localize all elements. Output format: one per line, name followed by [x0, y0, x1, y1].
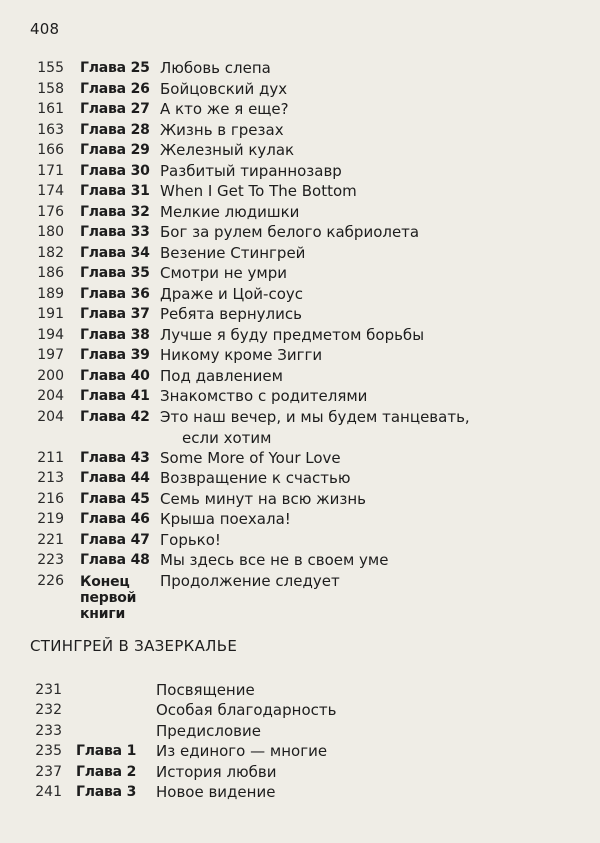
- entry-page-number: 211: [37, 449, 64, 466]
- toc-entry: [0, 325, 600, 346]
- entry-chapter-label: Глава 36: [80, 285, 150, 302]
- entry-page-number: 163: [37, 121, 64, 138]
- entry-title: Горько!: [160, 530, 221, 549]
- entry-title: Знакомство с родителями: [160, 387, 368, 405]
- toc-entry: [0, 489, 600, 510]
- toc-entry: [0, 468, 600, 489]
- entry-title: Крыша поехала!: [160, 510, 291, 528]
- entry-page-number: 197: [37, 347, 64, 363]
- toc-entry: [0, 304, 600, 325]
- entry-chapter-label: Глава 38: [80, 326, 150, 343]
- entry-page-number: 182: [37, 244, 64, 261]
- entry-page-number: 226: [37, 572, 64, 589]
- entry-chapter-label: Глава 40: [80, 367, 150, 384]
- entry-page-number: 204: [37, 388, 64, 404]
- entry-page-number: 186: [37, 265, 64, 281]
- toc-entry: [0, 700, 600, 721]
- entry-title: Продолжение следует: [160, 571, 340, 590]
- entry-chapter-label: Глава 33: [80, 224, 150, 240]
- entry-title: Лучше я буду предметом борьбы: [160, 325, 425, 344]
- entry-chapter-label: Глава 35: [80, 265, 150, 281]
- toc-entry: [0, 202, 600, 223]
- entry-chapter-label: Глава 29: [80, 142, 150, 158]
- section-heading: СТИНГРЕЙ В ЗАЗЕРКАЛЬЕ: [30, 637, 238, 655]
- toc-entry: [0, 284, 600, 305]
- entry-page-number: 174: [37, 183, 64, 199]
- entry-page-number: 241: [35, 784, 62, 800]
- entry-chapter-label: Глава 44: [80, 470, 150, 486]
- entry-title: Семь минут на всю жизнь: [160, 489, 367, 508]
- toc-entry: [0, 680, 600, 701]
- toc-entry: [0, 386, 600, 407]
- entry-title: Бойцовский дух: [160, 79, 288, 98]
- entry-page-number: 219: [37, 511, 64, 527]
- toc-entry: [0, 721, 600, 742]
- toc-entry: [0, 345, 600, 366]
- entry-title: Это наш вечер, и мы будем танцевать,: [160, 407, 470, 426]
- entry-title: Ребята вернулись: [160, 305, 302, 323]
- entry-title: Любовь слепа: [160, 59, 271, 77]
- entry-chapter-label: Глава 42: [80, 408, 150, 425]
- entry-page-number: 231: [35, 682, 62, 698]
- entry-chapter-label: Глава 48: [80, 552, 150, 568]
- entry-page-number: 235: [35, 743, 62, 760]
- entry-title: А кто же я еще?: [160, 100, 289, 118]
- entry-chapter-label: Глава 43: [80, 449, 150, 466]
- toc-entry: [0, 58, 600, 79]
- entry-page-number: 155: [37, 60, 64, 76]
- entry-title: Особая благодарность: [156, 701, 337, 720]
- entry-chapter-label: Глава 45: [80, 490, 150, 507]
- entry-title: Новое видение: [156, 783, 276, 801]
- entry-page-number: 221: [37, 531, 64, 548]
- entry-chapter-label: Глава 31: [80, 183, 150, 199]
- toc-entry: [0, 530, 600, 551]
- entry-chapter-label: Глава 28: [80, 121, 150, 138]
- toc-entry: [0, 140, 600, 161]
- toc-entry: [0, 181, 600, 202]
- entry-title: Some More of Your Love: [160, 448, 341, 467]
- toc-entry: [0, 762, 600, 783]
- entry-page-number: 171: [37, 162, 64, 179]
- page-number: 408: [30, 20, 60, 38]
- entry-page-number: 176: [37, 203, 64, 220]
- toc-entry: [0, 222, 600, 243]
- entry-chapter-label: Глава 27: [80, 101, 150, 117]
- entry-page-number: 166: [37, 142, 64, 158]
- entry-chapter-line: книги: [80, 605, 126, 622]
- entry-chapter-label: Глава 39: [80, 347, 150, 363]
- entry-chapter-label: Глава 3: [76, 784, 137, 800]
- toc-entry: [0, 571, 600, 622]
- toc-entry: [0, 243, 600, 264]
- entry-chapter-label: Глава 37: [80, 306, 150, 322]
- entry-page-number: 161: [37, 101, 64, 117]
- toc-entry: [0, 407, 600, 447]
- entry-chapter-label: Глава 32: [80, 203, 150, 220]
- toc-entry: [0, 550, 600, 571]
- toc-entry: [0, 263, 600, 284]
- toc-entry: [0, 782, 600, 803]
- toc-entry: [0, 79, 600, 100]
- entry-chapter-label: Глава 41: [80, 388, 150, 404]
- entry-title: Из единого — многие: [156, 742, 328, 761]
- entry-title: When I Get To The Bottom: [160, 182, 357, 200]
- entry-page-number: 232: [35, 702, 62, 719]
- toc-entry: [0, 741, 600, 762]
- entry-page-number: 158: [37, 80, 64, 97]
- toc-entry: [0, 120, 600, 141]
- entry-title: Драже и Цой-соус: [160, 284, 303, 303]
- entry-title-continued: если хотим: [182, 428, 272, 447]
- entry-page-number: 237: [35, 763, 62, 780]
- entry-title: Железный кулак: [160, 141, 295, 159]
- entry-page-number: 191: [37, 306, 64, 322]
- entry-chapter-label: Глава 26: [80, 80, 150, 97]
- entry-chapter-label: Глава 46: [80, 511, 150, 527]
- entry-title: Под давлением: [160, 366, 283, 385]
- entry-title: Жизнь в грезах: [160, 120, 284, 139]
- entry-page-number: 194: [37, 326, 64, 343]
- entry-title: Разбитый тираннозавр: [160, 161, 342, 180]
- entry-chapter-label: [80, 574, 160, 622]
- entry-page-number: 180: [37, 224, 64, 240]
- entry-title: Мелкие людишки: [160, 202, 300, 221]
- entry-page-number: 223: [37, 552, 64, 568]
- entry-chapter-label: Глава 2: [76, 763, 137, 780]
- entry-chapter-line: первой: [80, 589, 137, 606]
- entry-title: Возвращение к счастью: [160, 469, 351, 487]
- entry-title: Посвящение: [156, 681, 255, 699]
- toc-entry: [0, 161, 600, 182]
- entry-page-number: 233: [35, 722, 62, 739]
- entry-chapter-label: Глава 34: [80, 244, 150, 261]
- entry-title: Мы здесь все не в своем уме: [160, 551, 389, 569]
- toc-entry: [0, 448, 600, 469]
- entry-page-number: 216: [37, 490, 64, 507]
- entry-title: Смотри не умри: [160, 264, 288, 282]
- entry-chapter-label: Глава 30: [80, 162, 150, 179]
- entry-chapter-label: Глава 47: [80, 531, 150, 548]
- toc-entry: [0, 366, 600, 387]
- entry-chapter-label: Глава 1: [76, 743, 137, 760]
- entry-page-number: 200: [37, 367, 64, 384]
- entry-page-number: 213: [37, 470, 64, 486]
- entry-chapter-label: Глава 25: [80, 60, 150, 76]
- entry-page-number: 189: [37, 285, 64, 302]
- entry-chapter-line: Конец: [80, 573, 130, 590]
- entry-page-number: 204: [37, 408, 64, 425]
- entry-title: Везение Стингрей: [160, 243, 306, 262]
- entry-title: История любви: [156, 762, 277, 781]
- toc-entry: [0, 99, 600, 120]
- entry-title: Предисловие: [156, 721, 261, 740]
- entry-title: Бог за рулем белого кабриолета: [160, 223, 420, 241]
- entry-title: Никому кроме Зигги: [160, 346, 323, 364]
- toc-entry: [0, 509, 600, 530]
